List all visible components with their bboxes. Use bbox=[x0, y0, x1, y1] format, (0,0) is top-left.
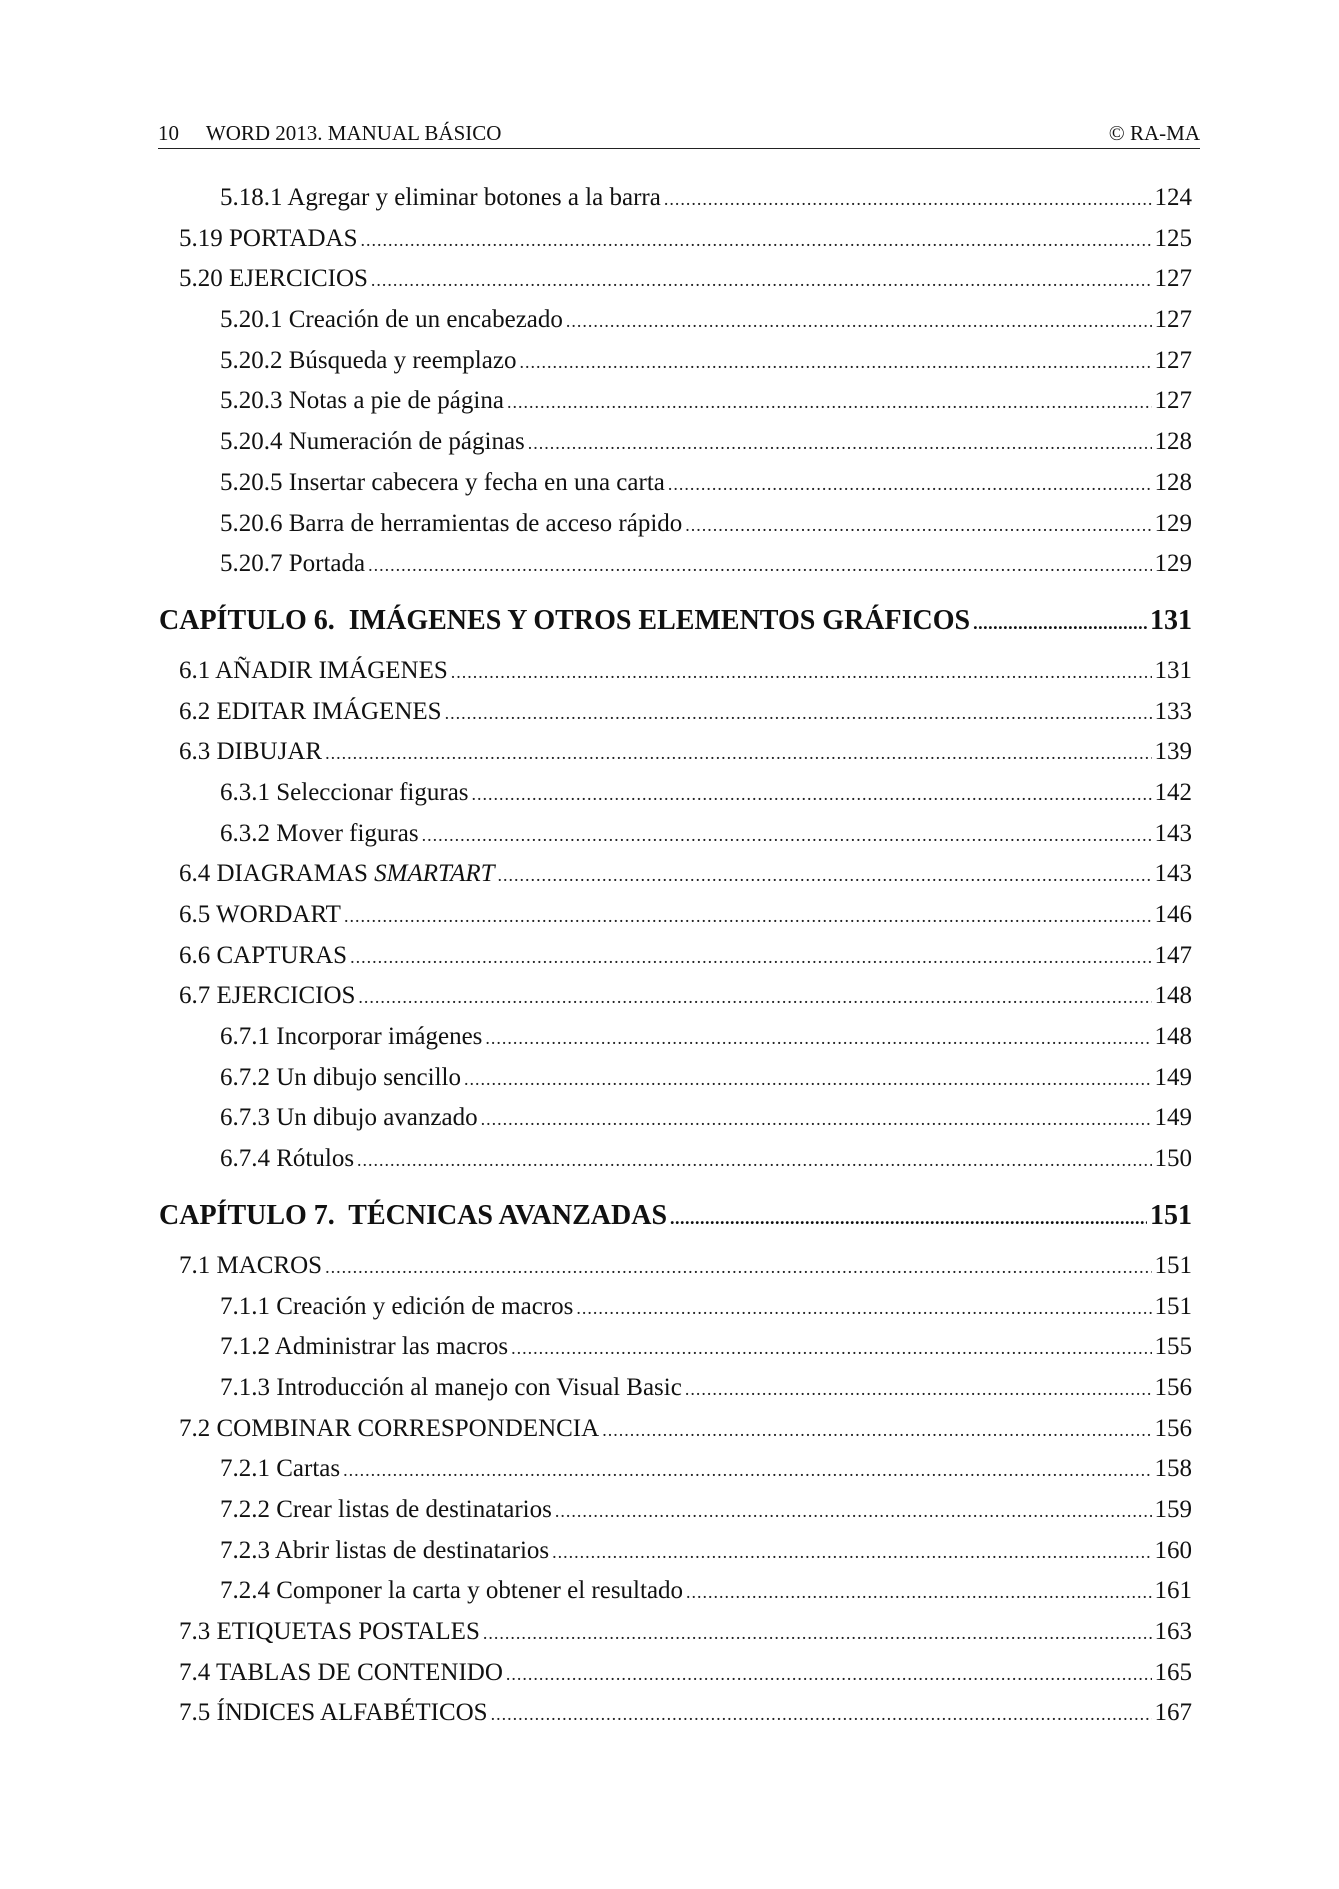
toc-entry-title-italic: SMARTART bbox=[374, 860, 495, 888]
dot-leader bbox=[350, 937, 1151, 978]
dot-leader bbox=[325, 733, 1151, 774]
toc-page-number: 129 bbox=[1154, 509, 1192, 537]
toc-section-entry[interactable] bbox=[158, 1409, 1192, 1450]
toc-entry-title: 5.19 PORTADAS bbox=[179, 224, 358, 252]
toc-page-number: 163 bbox=[1154, 1618, 1192, 1645]
toc-page-number: 146 bbox=[1154, 901, 1192, 928]
toc-page-number: 125 bbox=[1154, 224, 1192, 252]
toc-entry-title: 6.1 AÑADIR IMÁGENES bbox=[179, 656, 448, 684]
dot-leader bbox=[552, 1532, 1151, 1573]
toc-section-entry[interactable] bbox=[158, 259, 1192, 300]
dot-leader bbox=[422, 815, 1152, 856]
toc-subsection-entry[interactable] bbox=[158, 1368, 1192, 1409]
toc-entry-title: 7.1.2 Administrar las macros bbox=[220, 1333, 509, 1361]
dot-leader bbox=[507, 382, 1152, 423]
toc-subsection-entry[interactable] bbox=[158, 773, 1192, 814]
toc-entry-title: 7.1 MACROS bbox=[179, 1251, 323, 1279]
dot-leader bbox=[511, 1328, 1151, 1369]
toc-page-number: 129 bbox=[1154, 550, 1192, 578]
publisher-mark: © RA-MA bbox=[1108, 121, 1200, 145]
toc-page-number: 133 bbox=[1154, 697, 1192, 725]
toc-entry-title: 6.2 EDITAR IMÁGENES bbox=[179, 697, 442, 725]
dot-leader bbox=[602, 1410, 1151, 1451]
toc-entry-title: 5.20.2 Búsqueda y reemplazo bbox=[220, 346, 517, 374]
toc-page-number: 139 bbox=[1154, 738, 1192, 766]
book-title: WORD 2013. MANUAL BÁSICO bbox=[205, 121, 502, 145]
dot-leader bbox=[483, 1613, 1152, 1654]
toc-entry-title: 6.5 WORDART bbox=[179, 901, 341, 928]
toc-page-number: 127 bbox=[1154, 346, 1192, 374]
toc-subsection-entry[interactable] bbox=[158, 544, 1192, 585]
toc-subsection-entry[interactable] bbox=[158, 381, 1192, 422]
toc-entry-title: 5.18.1 Agregar y eliminar botones a la barra bbox=[220, 184, 661, 211]
dot-leader bbox=[528, 423, 1152, 464]
toc-section-entry[interactable] bbox=[158, 895, 1192, 936]
toc-page-number: 142 bbox=[1154, 778, 1192, 806]
toc-entry-title: 7.2.1 Cartas bbox=[220, 1455, 341, 1483]
toc-section-entry[interactable] bbox=[158, 219, 1192, 260]
toc-subsection-entry[interactable] bbox=[158, 1327, 1192, 1368]
toc-page-number: 131 bbox=[1150, 604, 1192, 636]
toc-entry-title: 5.20.6 Barra de herramientas de acceso rápido bbox=[220, 509, 683, 537]
toc-subsection-entry[interactable] bbox=[158, 1287, 1192, 1328]
toc-entry-title: 7.2.2 Crear listas de destinatarios bbox=[220, 1495, 552, 1523]
toc-subsection-entry[interactable] bbox=[158, 1098, 1192, 1139]
toc-page-number: 159 bbox=[1154, 1495, 1192, 1523]
toc-chapter-heading[interactable] bbox=[158, 601, 1192, 641]
toc-page-number: 156 bbox=[1154, 1414, 1192, 1442]
toc-page-number: 158 bbox=[1154, 1455, 1192, 1483]
toc-entry-title: 7.2.3 Abrir listas de destinatarios bbox=[220, 1536, 550, 1564]
toc-entry-title: 7.2.4 Componer la carta y obtener el resultado bbox=[220, 1577, 684, 1605]
page-number: 10 bbox=[158, 121, 179, 145]
toc-entry-title: 5.20.4 Numeración de páginas bbox=[220, 428, 525, 456]
dot-leader bbox=[576, 1288, 1151, 1329]
toc-page-number: 156 bbox=[1154, 1373, 1192, 1401]
dot-leader bbox=[498, 855, 1152, 896]
dot-leader bbox=[358, 977, 1151, 1018]
toc-subsection-entry[interactable] bbox=[158, 178, 1192, 219]
dot-leader bbox=[670, 1198, 1147, 1238]
toc-section-entry[interactable] bbox=[158, 1653, 1192, 1694]
toc-subsection-entry[interactable] bbox=[158, 1139, 1192, 1180]
toc-entry-title: 6.7 EJERCICIOS bbox=[179, 982, 356, 1010]
toc-page-number: 124 bbox=[1154, 184, 1192, 211]
toc-page-number: 148 bbox=[1154, 982, 1192, 1010]
running-header bbox=[158, 118, 1200, 149]
dot-leader bbox=[555, 1491, 1152, 1532]
toc-page-number: 149 bbox=[1154, 1104, 1192, 1132]
toc-page-number: 148 bbox=[1154, 1023, 1192, 1051]
dot-leader bbox=[491, 1694, 1152, 1735]
toc-page-number: 149 bbox=[1154, 1063, 1192, 1091]
toc-page-number: 165 bbox=[1154, 1658, 1192, 1686]
dot-leader bbox=[506, 1654, 1152, 1695]
dot-leader bbox=[664, 179, 1152, 220]
toc-chapter-heading[interactable] bbox=[158, 1196, 1192, 1236]
toc-subsection-entry[interactable] bbox=[158, 341, 1192, 382]
toc-subsection-entry[interactable] bbox=[158, 1058, 1192, 1099]
dot-leader bbox=[668, 464, 1152, 505]
dot-leader bbox=[344, 896, 1152, 937]
dot-leader bbox=[685, 1369, 1152, 1410]
toc-entry-title: 6.3.1 Seleccionar figuras bbox=[220, 778, 469, 806]
dot-leader bbox=[360, 220, 1151, 261]
toc-entry-title: 6.6 CAPTURAS bbox=[179, 941, 348, 969]
toc-entry-title: 6.3 DIBUJAR bbox=[179, 738, 323, 766]
toc-entry-title: 6.7.3 Un dibujo avanzado bbox=[220, 1104, 478, 1132]
toc-entry-title: 5.20.3 Notas a pie de página bbox=[220, 387, 504, 415]
toc-page-number: 160 bbox=[1154, 1536, 1192, 1564]
toc-section-entry[interactable] bbox=[158, 692, 1192, 733]
toc-page-number: 151 bbox=[1154, 1292, 1192, 1320]
toc-subsection-entry[interactable] bbox=[158, 1531, 1192, 1572]
dot-leader bbox=[519, 342, 1151, 383]
dot-leader bbox=[371, 260, 1152, 301]
toc-entry-title: 7.5 ÍNDICES ALFABÉTICOS bbox=[179, 1699, 488, 1727]
dot-leader bbox=[485, 1018, 1151, 1059]
toc-subsection-entry[interactable] bbox=[158, 1017, 1192, 1058]
dot-leader bbox=[357, 1140, 1151, 1181]
toc-page-number: 143 bbox=[1154, 819, 1192, 847]
toc-subsection-entry[interactable] bbox=[158, 1571, 1192, 1612]
toc-entry-title: 7.2 COMBINAR CORRESPONDENCIA bbox=[179, 1414, 600, 1442]
toc-page-number: 143 bbox=[1154, 860, 1192, 888]
toc-section-entry[interactable] bbox=[158, 1246, 1192, 1287]
dot-leader bbox=[343, 1450, 1151, 1491]
toc-subsection-entry[interactable] bbox=[158, 814, 1192, 855]
dot-leader bbox=[973, 603, 1147, 643]
toc-section-entry[interactable] bbox=[158, 854, 1192, 895]
dot-leader bbox=[686, 1572, 1151, 1613]
toc-subsection-entry[interactable] bbox=[158, 463, 1192, 504]
toc-page-number: 150 bbox=[1154, 1145, 1192, 1173]
toc-entry-title: 7.1.3 Introducción al manejo con Visual Basic bbox=[220, 1373, 682, 1401]
dot-leader bbox=[481, 1099, 1152, 1140]
toc-entry-title: 5.20 EJERCICIOS bbox=[179, 265, 368, 293]
toc-page-number: 147 bbox=[1154, 941, 1192, 969]
toc-page-number: 161 bbox=[1154, 1577, 1192, 1605]
dot-leader bbox=[368, 545, 1151, 586]
toc-entry-title: 5.20.7 Portada bbox=[220, 550, 366, 578]
toc-entry-title: 7.3 ETIQUETAS POSTALES bbox=[179, 1618, 480, 1645]
toc-entry-title: 6.4 DIAGRAMAS bbox=[179, 860, 375, 888]
toc-entry-title: 6.3.2 Mover figuras bbox=[220, 819, 419, 847]
dot-leader bbox=[445, 693, 1152, 734]
dot-leader bbox=[464, 1059, 1152, 1100]
toc-page-number: 131 bbox=[1154, 656, 1192, 684]
toc-page-number: 155 bbox=[1154, 1333, 1192, 1361]
table-of-contents bbox=[158, 178, 1192, 1734]
toc-section-entry[interactable] bbox=[158, 732, 1192, 773]
toc-entry-title: CAPÍTULO 7. TÉCNICAS AVANZADAS bbox=[159, 1199, 668, 1231]
toc-subsection-entry[interactable] bbox=[158, 422, 1192, 463]
toc-page-number: 151 bbox=[1154, 1251, 1192, 1279]
toc-page-number: 151 bbox=[1150, 1199, 1192, 1231]
dot-leader bbox=[566, 301, 1152, 342]
dot-leader bbox=[685, 505, 1151, 546]
toc-page-number: 128 bbox=[1154, 468, 1192, 496]
dot-leader bbox=[451, 652, 1152, 693]
toc-entry-title: 5.20.1 Creación de un encabezado bbox=[220, 306, 563, 334]
toc-subsection-entry[interactable] bbox=[158, 300, 1192, 341]
dot-leader bbox=[472, 774, 1152, 815]
toc-page-number: 127 bbox=[1154, 306, 1192, 334]
toc-page-number: 127 bbox=[1154, 387, 1192, 415]
dot-leader bbox=[325, 1247, 1151, 1288]
toc-entry-title: CAPÍTULO 6. IMÁGENES Y OTROS ELEMENTOS GRÁFICOS bbox=[159, 604, 971, 636]
toc-subsection-entry[interactable] bbox=[158, 1490, 1192, 1531]
toc-entry-title: 6.7.4 Rótulos bbox=[220, 1145, 355, 1173]
toc-subsection-entry[interactable] bbox=[158, 1449, 1192, 1490]
toc-section-entry[interactable] bbox=[158, 976, 1192, 1017]
toc-entry-title: 7.4 TABLAS DE CONTENIDO bbox=[179, 1658, 503, 1686]
toc-page-number: 167 bbox=[1154, 1699, 1192, 1727]
toc-entry-title: 5.20.5 Insertar cabecera y fecha en una carta bbox=[220, 468, 665, 496]
header-left bbox=[158, 118, 501, 148]
toc-section-entry[interactable] bbox=[158, 936, 1192, 977]
toc-entry-title: 6.7.2 Un dibujo sencillo bbox=[220, 1063, 461, 1091]
toc-section-entry[interactable] bbox=[158, 1693, 1192, 1734]
toc-section-entry[interactable] bbox=[158, 651, 1192, 692]
toc-page-number: 127 bbox=[1154, 265, 1192, 293]
toc-entry-title: 7.1.1 Creación y edición de macros bbox=[220, 1292, 574, 1320]
toc-page-number: 128 bbox=[1154, 428, 1192, 456]
toc-subsection-entry[interactable] bbox=[158, 504, 1192, 545]
toc-section-entry[interactable] bbox=[158, 1612, 1192, 1653]
toc-entry-title: 6.7.1 Incorporar imágenes bbox=[220, 1023, 483, 1051]
